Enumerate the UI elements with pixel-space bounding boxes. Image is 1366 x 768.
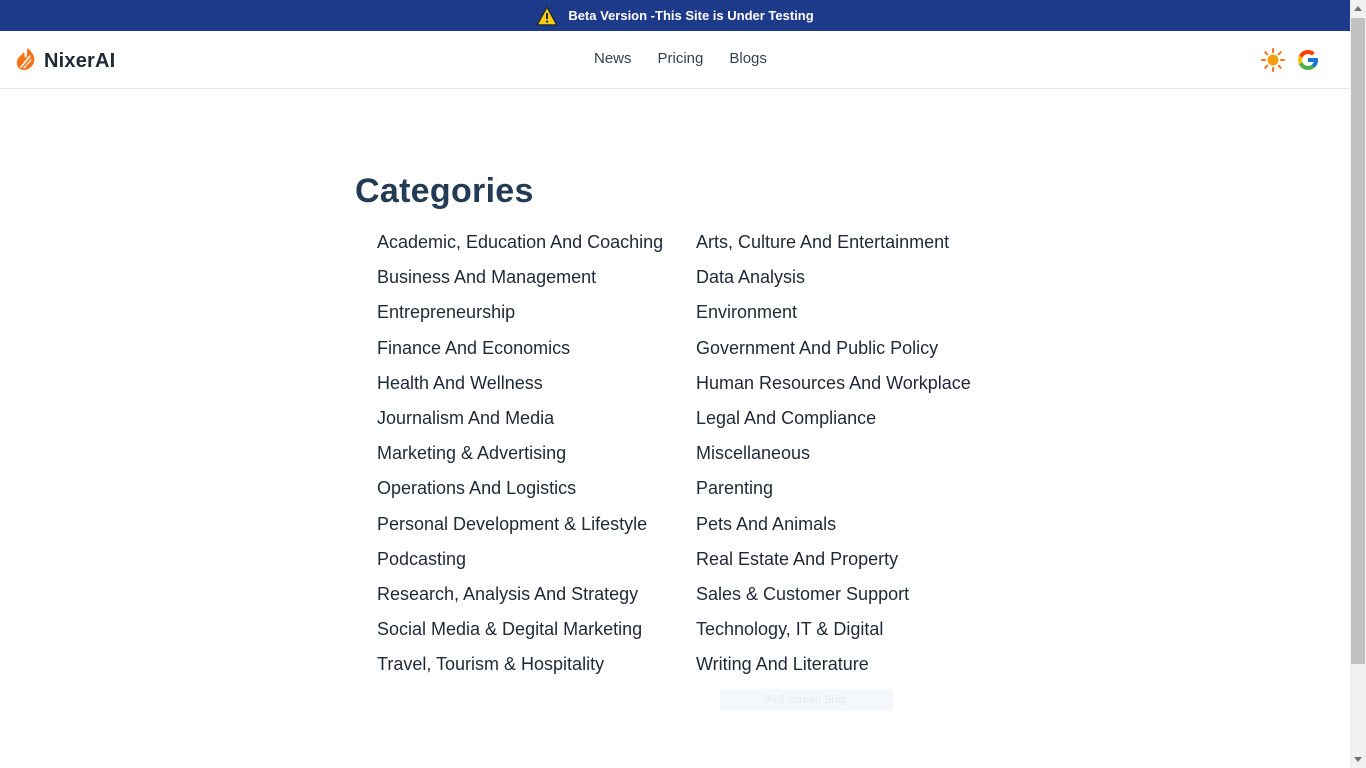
flame-logo-icon <box>14 47 38 76</box>
category-link[interactable]: Writing And Literature <box>696 654 869 675</box>
snip-overlay-label: Full-screen Snip <box>720 689 893 711</box>
category-link[interactable]: Sales & Customer Support <box>696 583 910 604</box>
page-title: Categories <box>355 172 534 210</box>
main-nav <box>594 50 767 67</box>
category-link[interactable]: Entrepreneurship <box>377 302 516 323</box>
category-link[interactable]: Technology, IT & Digital <box>696 619 884 640</box>
warning-icon <box>536 6 558 26</box>
nav-pricing[interactable]: Pricing <box>657 50 704 67</box>
category-link[interactable]: Travel, Tourism & Hospitality <box>377 654 605 675</box>
beta-banner-text: Beta Version -This Site is Under Testing <box>568 8 814 23</box>
category-link[interactable]: Health And Wellness <box>377 372 543 393</box>
category-link[interactable]: Data Analysis <box>696 267 806 288</box>
header-actions <box>1260 47 1320 78</box>
brand-home-link[interactable] <box>14 47 115 76</box>
category-link[interactable]: Social Media & Degital Marketing <box>377 619 643 640</box>
category-link[interactable]: Finance And Economics <box>377 337 571 358</box>
vertical-scrollbar[interactable] <box>1350 0 1366 768</box>
sun-icon[interactable] <box>1260 47 1286 78</box>
scroll-down-arrow-icon[interactable] <box>1354 757 1362 762</box>
category-link[interactable]: Legal And Compliance <box>696 407 877 428</box>
category-link[interactable]: Marketing & Advertising <box>377 443 567 464</box>
category-link[interactable]: Academic, Education And Coaching <box>377 232 664 252</box>
category-link[interactable]: Research, Analysis And Strategy <box>377 583 639 604</box>
top-navbar <box>0 31 1350 89</box>
categories-section <box>355 172 1055 675</box>
category-link[interactable]: Real Estate And Property <box>696 548 899 569</box>
nav-blogs[interactable]: Blogs <box>729 50 767 67</box>
category-link[interactable]: Arts, Culture And Entertainment <box>696 232 950 252</box>
category-link[interactable]: Miscellaneous <box>696 443 811 464</box>
category-link[interactable]: Podcasting <box>377 548 467 569</box>
google-icon[interactable] <box>1296 48 1320 77</box>
category-link[interactable]: Human Resources And Workplace <box>696 372 971 393</box>
nav-news[interactable]: News <box>594 50 632 67</box>
beta-banner <box>0 0 1350 31</box>
category-list <box>377 230 1017 687</box>
category-link[interactable]: Personal Development & Lifestyle <box>377 513 648 534</box>
scroll-up-arrow-icon[interactable] <box>1354 6 1362 11</box>
category-link[interactable]: Environment <box>696 302 798 323</box>
category-link[interactable]: Pets And Animals <box>696 513 837 534</box>
category-link[interactable]: Business And Management <box>377 267 597 288</box>
category-link[interactable]: Parenting <box>696 478 774 499</box>
brand-name: NixerAI <box>44 50 116 72</box>
category-link[interactable]: Government And Public Policy <box>696 337 939 358</box>
category-link[interactable]: Journalism And Media <box>377 407 555 428</box>
category-link[interactable]: Operations And Logistics <box>377 478 577 499</box>
scroll-thumb[interactable] <box>1351 18 1365 664</box>
